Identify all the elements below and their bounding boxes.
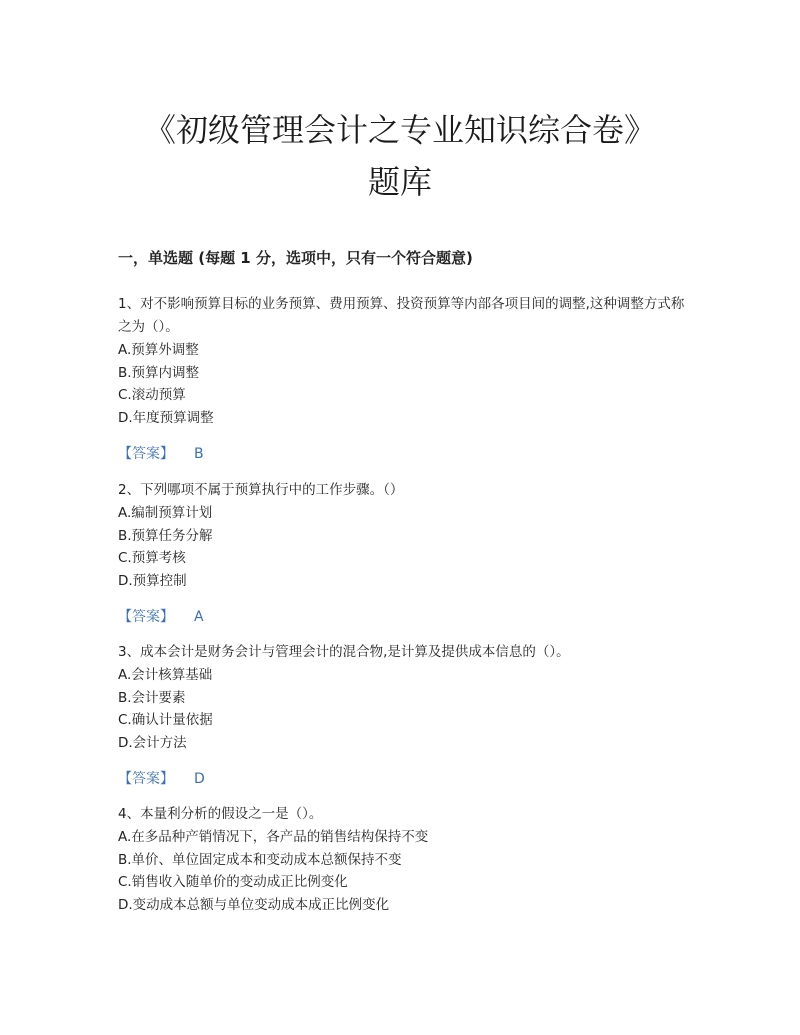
question-3 xyxy=(118,641,688,790)
question-4 xyxy=(118,803,688,916)
question-2 xyxy=(118,479,688,628)
option-c: C.确认计量依据 xyxy=(118,712,213,728)
document-subtitle: 题库 xyxy=(367,163,432,201)
option-a: A.在多品种产销情况下，各产品的销售结构保持不变 xyxy=(118,829,429,845)
answer-value: D xyxy=(194,771,205,787)
answer-value: B xyxy=(194,446,204,462)
option-a: A.会计核算基础 xyxy=(118,667,213,683)
section-heading: 一，单选题 (每题 1 分，选项中，只有一个符合题意) xyxy=(118,249,473,267)
answer-label: 【答案】 xyxy=(118,771,174,787)
question-stem: 1、对不影响预算目标的业务预算、费用预算、投资预算等内部各项目间的调整,这种调整方式称之为（）。 xyxy=(118,296,685,335)
option-d: D.预算控制 xyxy=(118,572,187,589)
option-d: D.年度预算调整 xyxy=(118,409,214,426)
answer-row xyxy=(118,768,688,790)
question-stem: 4、本量利分析的假设之一是（）。 xyxy=(118,806,323,822)
question-stem: 3、成本会计是财务会计与管理会计的混合物,是计算及提供成本信息的（）。 xyxy=(118,644,570,660)
option-c: C.销售收入随单价的变动成正比例变化 xyxy=(118,874,348,890)
option-a: A.预算外调整 xyxy=(118,342,199,358)
question-stem: 2、下列哪项不属于预算执行中的工作步骤。（） xyxy=(118,482,404,498)
option-b: B.预算内调整 xyxy=(118,364,200,381)
option-a: A.编制预算计划 xyxy=(118,505,213,521)
option-c: C.预算考核 xyxy=(118,550,186,566)
answer-label: 【答案】 xyxy=(118,609,174,625)
answer-row xyxy=(118,443,688,465)
option-d: D.变动成本总额与单位变动成本成正比例变化 xyxy=(118,896,390,913)
answer-value: A xyxy=(194,609,204,625)
option-d: D.会计方法 xyxy=(118,734,187,751)
option-c: C.滚动预算 xyxy=(118,387,186,403)
option-b: B.单价、单位固定成本和变动成本总额保持不变 xyxy=(118,851,402,868)
answer-label: 【答案】 xyxy=(118,446,174,462)
option-b: B.会计要素 xyxy=(118,689,186,706)
document-title: 《初级管理会计之专业知识综合卷》 xyxy=(143,111,656,149)
option-b: B.预算任务分解 xyxy=(118,527,213,544)
question-1 xyxy=(118,293,688,465)
answer-row xyxy=(118,606,688,628)
